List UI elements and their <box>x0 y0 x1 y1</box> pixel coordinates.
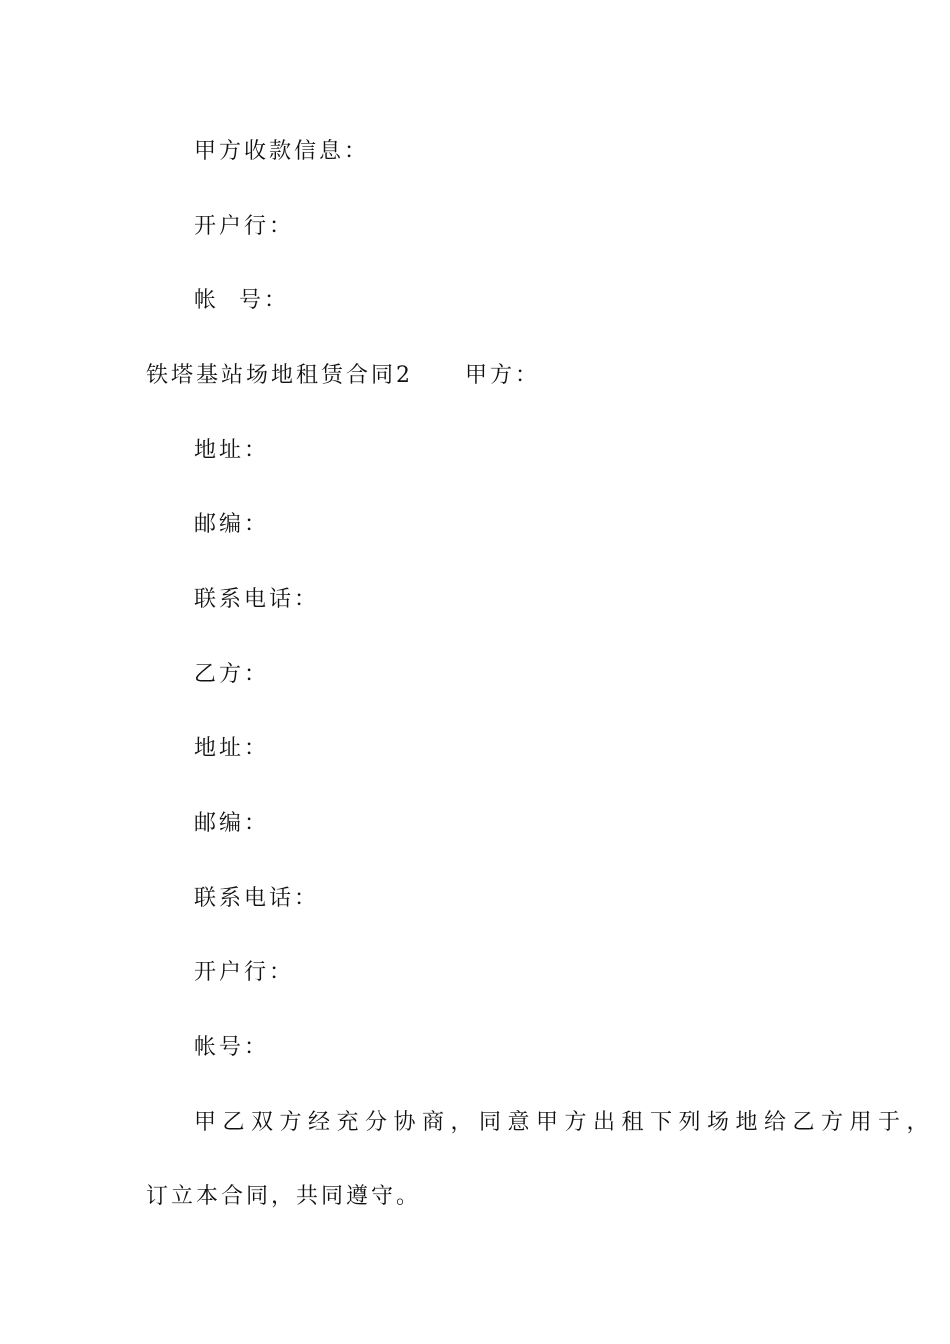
party-b-phone-label: 联系电话： <box>194 886 320 911</box>
party-a-address-label: 地址： <box>194 438 270 463</box>
payee-info-label: 甲方收款信息： <box>194 139 370 164</box>
agreement-paragraph-line-2: 订立本合同，共同遵守。 <box>146 1184 422 1209</box>
bank-label: 开户行： <box>194 214 295 239</box>
party-b-account-label: 帐号： <box>194 1035 270 1060</box>
account-label: 帐 号： <box>194 288 289 313</box>
party-a-phone-label: 联系电话： <box>194 587 320 612</box>
party-b-bank-label: 开户行： <box>194 960 295 985</box>
contract-heading <box>146 361 540 391</box>
party-a-label: 甲方： <box>465 363 541 388</box>
party-a-postcode-label: 邮编： <box>194 512 270 537</box>
party-b-label: 乙方： <box>194 662 270 687</box>
party-b-address-label: 地址： <box>194 736 270 761</box>
agreement-paragraph-line-1: 甲乙双方经充分协商，同意甲方出租下列场地给乙方用于， <box>194 1110 936 1135</box>
party-b-postcode-label: 邮编： <box>194 811 270 836</box>
contract-title: 铁塔基站场地租赁合同2 <box>146 363 413 388</box>
